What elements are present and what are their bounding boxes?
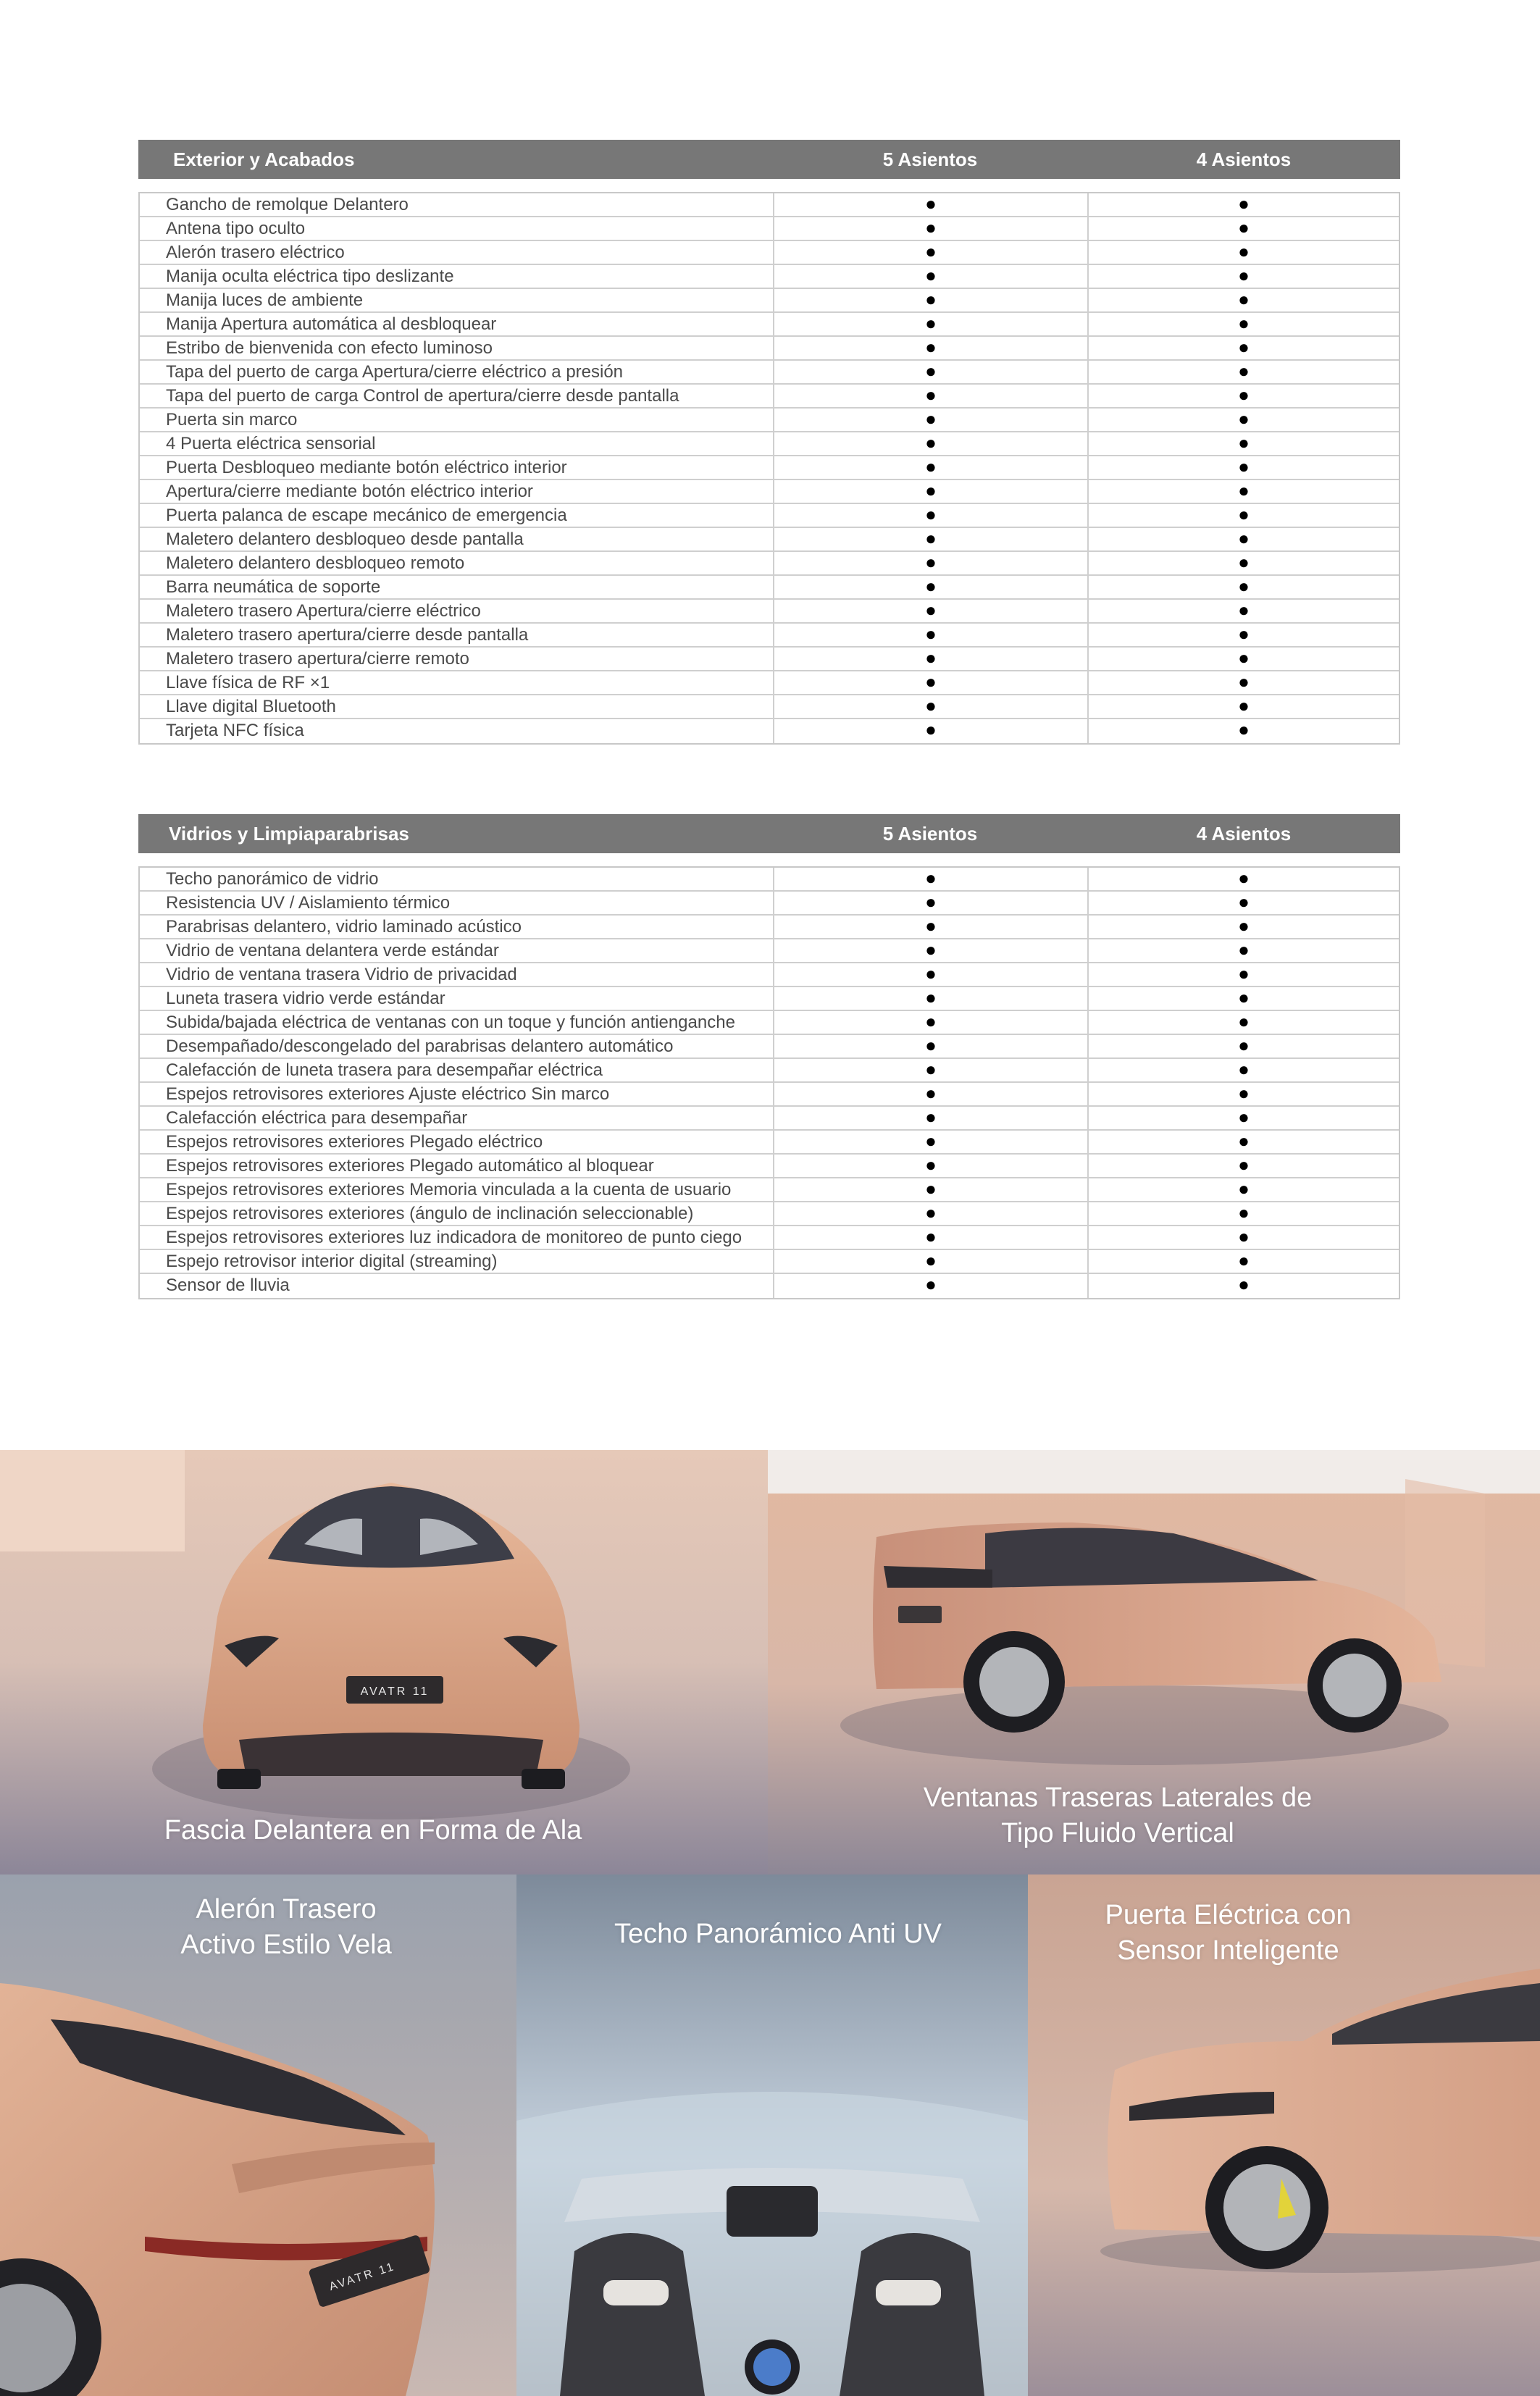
availability-4-seats: ●	[1238, 575, 1250, 597]
availability-4-seats: ●	[1238, 1106, 1250, 1128]
availability-4-seats: ●	[1238, 671, 1250, 692]
feature-name: Llave digital Bluetooth	[140, 695, 774, 718]
table-row	[140, 892, 1399, 916]
availability-4-seats: ●	[1238, 623, 1250, 645]
availability-4-seats: ●	[1238, 503, 1250, 525]
availability-4-seats: ●	[1238, 891, 1250, 913]
table-row	[140, 1178, 1399, 1202]
availability-4-seats: ●	[1238, 456, 1250, 477]
availability-4-seats: ●	[1238, 719, 1250, 740]
table-row	[140, 987, 1399, 1011]
availability-5-seats: ●	[774, 193, 1089, 216]
column-header-4-seats: 4 Asientos	[1196, 822, 1292, 845]
availability-4-seats: ●	[1238, 963, 1250, 984]
feature-name: Espejos retrovisores exteriores (ángulo de inclinación seleccionable)	[140, 1202, 774, 1225]
table-body	[138, 866, 1400, 1299]
table-row	[140, 528, 1399, 552]
availability-5-seats: ●	[774, 504, 1089, 527]
availability-5-seats: ●	[774, 217, 1089, 240]
feature-name: Estribo de bienvenida con efecto luminoso	[140, 337, 774, 359]
feature-name: Espejo retrovisor interior digital (streaming)	[140, 1250, 774, 1273]
feature-name: Puerta sin marco	[140, 409, 774, 431]
availability-4-seats: ●	[1238, 1226, 1250, 1247]
feature-name: Manija luces de ambiente	[140, 289, 774, 311]
table-row	[140, 868, 1399, 892]
table-row	[140, 963, 1399, 987]
feature-name: Gancho de remolque Delantero	[140, 193, 774, 216]
availability-5-seats: ●	[774, 695, 1089, 718]
availability-4-seats: ●	[1238, 240, 1250, 262]
table-row	[140, 480, 1399, 504]
feature-name: Calefacción eléctrica para desempañar	[140, 1107, 774, 1129]
table-header	[138, 140, 1400, 179]
feature-name: Parabrisas delantero, vidrio laminado acústico	[140, 916, 774, 938]
car-interior-roof-image	[516, 1875, 1028, 2396]
availability-5-seats: ●	[774, 1083, 1089, 1105]
table-row	[140, 265, 1399, 289]
feature-name: Sensor de lluvia	[140, 1274, 774, 1298]
caption-spoiler-line1: Alerón Trasero	[196, 1894, 377, 1924]
availability-4-seats: ●	[1238, 1273, 1250, 1295]
availability-5-seats: ●	[774, 456, 1089, 479]
availability-5-seats: ●	[774, 1178, 1089, 1201]
table-row	[140, 600, 1399, 624]
feature-name: Manija Apertura automática al desbloquear	[140, 313, 774, 335]
table-row	[140, 648, 1399, 671]
feature-name: Puerta palanca de escape mecánico de emergencia	[140, 504, 774, 527]
table-row	[140, 671, 1399, 695]
availability-5-seats: ●	[774, 939, 1089, 962]
availability-5-seats: ●	[774, 1059, 1089, 1081]
feature-name: Tapa del puerto de carga Control de apertura/cierre desde pantalla	[140, 385, 774, 407]
feature-name: Espejos retrovisores exteriores Ajuste eléctrico Sin marco	[140, 1083, 774, 1105]
availability-5-seats: ●	[774, 868, 1089, 890]
availability-4-seats: ●	[1238, 1130, 1250, 1152]
table-row	[140, 1226, 1399, 1250]
column-header-5-seats: 5 Asientos	[882, 148, 978, 170]
availability-4-seats: ●	[1238, 336, 1250, 358]
availability-4-seats: ●	[1238, 1010, 1250, 1032]
availability-4-seats: ●	[1238, 479, 1250, 501]
feature-name: Desempañado/descongelado del parabrisas delantero automático	[140, 1035, 774, 1057]
caption-rear-side-line2: Tipo Fluido Vertical	[1001, 1818, 1234, 1848]
table-row	[140, 1035, 1399, 1059]
availability-4-seats: ●	[1238, 1154, 1250, 1176]
availability-4-seats: ●	[1238, 987, 1250, 1008]
feature-name: Luneta trasera vidrio verde estándar	[140, 987, 774, 1010]
feature-name: Antena tipo oculto	[140, 217, 774, 240]
caption-panoramic-roof: Techo Panorámico Anti UV	[614, 1919, 942, 1949]
table-row	[140, 337, 1399, 361]
table-title: Vidrios y Limpiaparabrisas	[169, 822, 409, 845]
availability-5-seats: ●	[774, 385, 1089, 407]
badge-text: AVATR 11	[360, 1685, 430, 1698]
feature-name: Barra neumática de soporte	[140, 576, 774, 598]
availability-5-seats: ●	[774, 528, 1089, 550]
table-row	[140, 576, 1399, 600]
availability-5-seats: ●	[774, 987, 1089, 1010]
availability-5-seats: ●	[774, 241, 1089, 264]
availability-4-seats: ●	[1238, 1178, 1250, 1199]
caption-smart-door-line2: Sensor Inteligente	[1117, 1935, 1339, 1966]
caption-spoiler-line2: Activo Estilo Vela	[180, 1930, 392, 1960]
availability-5-seats: ●	[774, 289, 1089, 311]
table-row	[140, 1131, 1399, 1155]
availability-5-seats: ●	[774, 671, 1089, 694]
availability-5-seats: ●	[774, 337, 1089, 359]
availability-4-seats: ●	[1238, 1034, 1250, 1056]
availability-4-seats: ●	[1238, 915, 1250, 937]
availability-5-seats: ●	[774, 1226, 1089, 1249]
table-row	[140, 624, 1399, 648]
availability-5-seats: ●	[774, 1035, 1089, 1057]
feature-name: Maletero trasero apertura/cierre remoto	[140, 648, 774, 670]
availability-5-seats: ●	[774, 1131, 1089, 1153]
availability-4-seats: ●	[1238, 599, 1250, 621]
availability-5-seats: ●	[774, 963, 1089, 986]
availability-5-seats: ●	[774, 409, 1089, 431]
availability-4-seats: ●	[1238, 939, 1250, 960]
table-row	[140, 1107, 1399, 1131]
table-row	[140, 432, 1399, 456]
table-row	[140, 552, 1399, 576]
table-row	[140, 1274, 1399, 1298]
availability-5-seats: ●	[774, 1107, 1089, 1129]
availability-5-seats: ●	[774, 552, 1089, 574]
photo-smart-door	[1028, 1875, 1540, 2396]
feature-name: Puerta Desbloqueo mediante botón eléctrico interior	[140, 456, 774, 479]
availability-5-seats: ●	[774, 648, 1089, 670]
availability-4-seats: ●	[1238, 867, 1250, 889]
availability-4-seats: ●	[1238, 384, 1250, 406]
badge-text: AVATR 11	[327, 2260, 397, 2294]
feature-name: Alerón trasero eléctrico	[140, 241, 774, 264]
availability-5-seats: ●	[774, 480, 1089, 503]
caption-front-fascia: Fascia Delantera en Forma de Ala	[164, 1815, 582, 1846]
table-row	[140, 361, 1399, 385]
feature-name: Subida/bajada eléctrica de ventanas con un toque y función antienganche	[140, 1011, 774, 1034]
availability-4-seats: ●	[1238, 695, 1250, 716]
feature-name: Maletero delantero desbloqueo remoto	[140, 552, 774, 574]
feature-name: Apertura/cierre mediante botón eléctrico interior	[140, 480, 774, 503]
feature-name: Llave física de RF ×1	[140, 671, 774, 694]
column-header-4-seats: 4 Asientos	[1196, 148, 1292, 170]
availability-5-seats: ●	[774, 892, 1089, 914]
table-title: Exterior y Acabados	[173, 148, 355, 170]
photo-rear-spoiler	[0, 1875, 516, 2396]
table-row	[140, 1202, 1399, 1226]
table-row	[140, 289, 1399, 313]
feature-name: Tarjeta NFC física	[140, 719, 774, 743]
table-row	[140, 695, 1399, 719]
photo-panoramic-roof	[516, 1875, 1028, 2396]
availability-4-seats: ●	[1238, 264, 1250, 286]
availability-4-seats: ●	[1238, 217, 1250, 238]
table-row	[140, 1011, 1399, 1035]
column-header-5-seats: 5 Asientos	[882, 822, 978, 845]
table-row	[140, 1155, 1399, 1178]
feature-name: 4 Puerta eléctrica sensorial	[140, 432, 774, 455]
availability-5-seats: ●	[774, 576, 1089, 598]
photo-rear-side-windows	[768, 1450, 1540, 1875]
feature-name: Calefacción de luneta trasera para desempañar eléctrica	[140, 1059, 774, 1081]
availability-5-seats: ●	[774, 600, 1089, 622]
availability-5-seats: ●	[774, 361, 1089, 383]
availability-4-seats: ●	[1238, 408, 1250, 430]
availability-5-seats: ●	[774, 1155, 1089, 1177]
availability-4-seats: ●	[1238, 432, 1250, 453]
availability-5-seats: ●	[774, 1202, 1089, 1225]
availability-5-seats: ●	[774, 916, 1089, 938]
caption-rear-side-line1: Ventanas Traseras Laterales de	[923, 1783, 1313, 1813]
availability-5-seats: ●	[774, 1011, 1089, 1034]
feature-name: Espejos retrovisores exteriores Plegado eléctrico	[140, 1131, 774, 1153]
feature-name: Techo panorámico de vidrio	[140, 868, 774, 890]
feature-name: Maletero trasero Apertura/cierre eléctrico	[140, 600, 774, 622]
caption-smart-door-line1: Puerta Eléctrica con	[1105, 1900, 1352, 1930]
spec-table-exterior	[138, 140, 1400, 745]
availability-5-seats: ●	[774, 719, 1089, 743]
availability-4-seats: ●	[1238, 527, 1250, 549]
availability-4-seats: ●	[1238, 551, 1250, 573]
table-row	[140, 1059, 1399, 1083]
table-row	[140, 1250, 1399, 1274]
availability-5-seats: ●	[774, 1250, 1089, 1273]
car-front-image	[0, 1450, 768, 1875]
feature-name: Espejos retrovisores exteriores Memoria vinculada a la cuenta de usuario	[140, 1178, 774, 1201]
availability-4-seats: ●	[1238, 288, 1250, 310]
table-row	[140, 916, 1399, 939]
availability-4-seats: ●	[1238, 1202, 1250, 1223]
availability-5-seats: ●	[774, 313, 1089, 335]
availability-5-seats: ●	[774, 1274, 1089, 1298]
feature-name: Vidrio de ventana delantera verde estándar	[140, 939, 774, 962]
table-row	[140, 385, 1399, 409]
table-header	[138, 814, 1400, 853]
feature-name: Manija oculta eléctrica tipo deslizante	[140, 265, 774, 288]
availability-5-seats: ●	[774, 265, 1089, 288]
table-row	[140, 719, 1399, 743]
table-body	[138, 192, 1400, 745]
availability-4-seats: ●	[1238, 1082, 1250, 1104]
spec-table-glass-wipers	[138, 814, 1400, 1299]
table-row	[140, 241, 1399, 265]
table-row	[140, 504, 1399, 528]
availability-4-seats: ●	[1238, 1058, 1250, 1080]
availability-4-seats: ●	[1238, 193, 1250, 214]
feature-name: Espejos retrovisores exteriores luz indicadora de monitoreo de punto ciego	[140, 1226, 774, 1249]
feature-name: Vidrio de ventana trasera Vidrio de privacidad	[140, 963, 774, 986]
availability-4-seats: ●	[1238, 647, 1250, 669]
table-row	[140, 939, 1399, 963]
availability-4-seats: ●	[1238, 360, 1250, 382]
table-row	[140, 409, 1399, 432]
table-row	[140, 456, 1399, 480]
feature-name: Maletero trasero apertura/cierre desde pantalla	[140, 624, 774, 646]
feature-name: Tapa del puerto de carga Apertura/cierre eléctrico a presión	[140, 361, 774, 383]
feature-name: Espejos retrovisores exteriores Plegado automático al bloquear	[140, 1155, 774, 1177]
availability-4-seats: ●	[1238, 1249, 1250, 1271]
availability-5-seats: ●	[774, 432, 1089, 455]
table-row	[140, 217, 1399, 241]
table-row	[140, 193, 1399, 217]
photo-front-fascia	[0, 1450, 768, 1875]
availability-5-seats: ●	[774, 624, 1089, 646]
feature-name: Resistencia UV / Aislamiento térmico	[140, 892, 774, 914]
feature-name: Maletero delantero desbloqueo desde pantalla	[140, 528, 774, 550]
availability-4-seats: ●	[1238, 312, 1250, 334]
table-row	[140, 313, 1399, 337]
table-row	[140, 1083, 1399, 1107]
